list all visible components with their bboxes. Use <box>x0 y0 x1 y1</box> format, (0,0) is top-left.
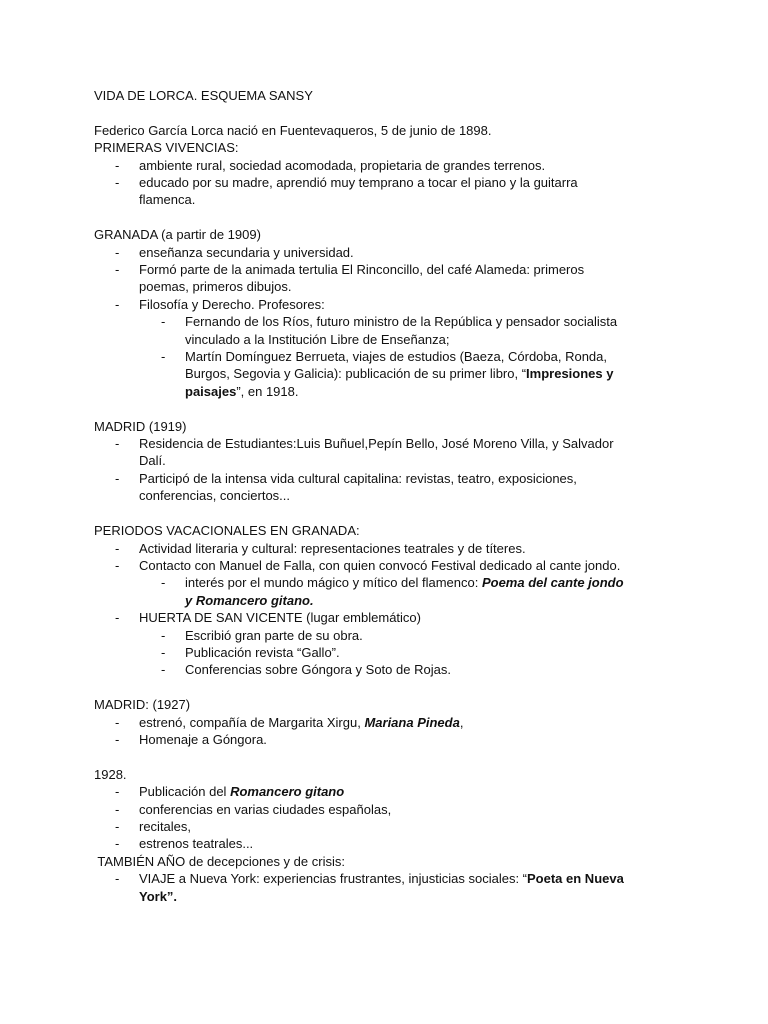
bullet-dash: - <box>115 610 120 626</box>
spacer <box>94 400 688 417</box>
list-item: - Filosofía y Derecho. Profesores: <box>115 296 325 312</box>
list-item: - Contacto con Manuel de Falla, con quien convocó Festival dedicado al cante jondo. <box>115 557 621 573</box>
spacer <box>94 505 688 522</box>
sub-list-item: - Publicación revista “Gallo”. <box>161 644 340 660</box>
sub-list-item: - Fernando de los Ríos, futuro ministro de la República y pensador socialista vinculado a la Institución Libre de Enseñanza; <box>161 314 618 347</box>
book-title-poeta-nueva-york: Poeta en Nueva <box>527 871 624 887</box>
bullet-dash: - <box>161 644 166 660</box>
book-title-york: York”. <box>139 888 178 904</box>
book-title-paisajes: paisajes <box>185 383 237 399</box>
bullet-dash: - <box>115 436 120 452</box>
crisis-line: TAMBIÉN AÑO de decepciones y de crisis: <box>94 853 345 869</box>
list-item: - estrenos teatrales... <box>115 836 254 852</box>
section-heading-1928: 1928. <box>94 766 127 782</box>
document-title: VIDA DE LORCA. ESQUEMA SANSY <box>94 88 313 103</box>
list-item: - Publicación del Romancero gitano <box>115 784 345 800</box>
section-heading-madrid-1919: MADRID (1919) <box>94 418 187 434</box>
bullet-dash: - <box>161 314 166 330</box>
list-item: - Formó parte de la animada tertulia El Rinconcillo, del café Alameda: primeros poemas, primeros dibujos. <box>115 262 585 295</box>
list-item: - Residencia de Estudiantes:Luis Buñuel,Pepín Bello, José Moreno Villa, y Salvador Dalí. <box>115 436 614 469</box>
bullet-dash: - <box>115 296 120 312</box>
section-heading-madrid-1927: MADRID: (1927) <box>94 697 191 713</box>
list-item: - recitales, <box>115 818 192 834</box>
book-title-romancero-gitano: Romancero gitano <box>230 784 345 800</box>
list-item: - HUERTA DE SAN VICENTE (lugar emblemático) <box>115 610 421 626</box>
list-item: - Homenaje a Góngora. <box>115 731 267 747</box>
bullet-dash: - <box>115 871 120 887</box>
list-item: - conferencias en varias ciudades españolas, <box>115 801 392 817</box>
spacer <box>94 104 688 121</box>
bullet-dash: - <box>115 801 120 817</box>
list-item: - Actividad literaria y cultural: representaciones teatrales y de títeres. <box>115 540 526 556</box>
section-heading-granada: GRANADA (a partir de 1909) <box>94 227 261 243</box>
work-title-mariana-pineda: Mariana Pineda <box>364 714 460 730</box>
list-item: - VIAJE a Nueva York: experiencias frustrantes, injusticias sociales: “Poeta en Nueva York”. <box>115 871 624 904</box>
book-title-poema-cante-jondo: Poema del cante jondo <box>481 575 624 591</box>
bullet-dash: - <box>115 784 120 800</box>
list-item: - educado por su madre, aprendió muy temprano a tocar el piano y la guitarra flamenca. <box>115 175 578 208</box>
bullet-dash: - <box>161 349 166 365</box>
bullet-dash: - <box>115 157 120 173</box>
bullet-dash: - <box>115 557 120 573</box>
bullet-dash: - <box>115 175 120 191</box>
list-item: - Participó de la intensa vida cultural capitalina: revistas, teatro, exposiciones, conferencias, conciertos... <box>115 470 577 504</box>
section-heading-periodos: PERIODOS VACACIONALES EN GRANADA: <box>94 523 360 539</box>
spacer <box>94 209 688 226</box>
bullet-dash: - <box>115 540 120 556</box>
intro-line: Federico García Lorca nació en Fuentevaqueros, 5 de junio de 1898. <box>94 122 492 138</box>
bullet-dash: - <box>115 470 120 486</box>
sub-list-item: - interés por el mundo mágico y mítico del flamenco: Poema del cante jondo y Romancero gitano. <box>161 575 624 608</box>
list-item: - ambiente rural, sociedad acomodada, propietaria de grandes terrenos. <box>115 157 546 173</box>
bullet-dash: - <box>115 244 120 260</box>
list-item: - estrenó, compañía de Margarita Xirgu, Mariana Pineda, <box>115 714 464 730</box>
section-heading-primeras: PRIMERAS VIVENCIAS: <box>94 140 239 156</box>
bullet-dash: - <box>115 731 120 747</box>
sub-list-item: - Escribió gran parte de su obra. <box>161 627 363 643</box>
book-title-impresiones: Impresiones y <box>526 366 614 382</box>
bullet-dash: - <box>115 714 120 730</box>
bullet-dash: - <box>115 836 120 852</box>
bullet-dash: - <box>161 627 166 643</box>
spacer <box>94 748 688 765</box>
list-item: - enseñanza secundaria y universidad. <box>115 244 354 260</box>
bullet-dash: - <box>161 575 166 591</box>
book-title-romancero: y Romancero gitano. <box>185 592 314 608</box>
bullet-dash: - <box>115 818 120 834</box>
spacer <box>94 679 688 696</box>
bullet-dash: - <box>161 662 166 678</box>
bullet-dash: - <box>115 262 120 278</box>
sub-list-item: - Martín Domínguez Berrueta, viajes de estudios (Baeza, Córdoba, Ronda, Burgos, Segovia y Galicia): publicación de su primer libro, “Impresiones y paisajes”, en 1918. <box>161 349 614 399</box>
sub-list-item: - Conferencias sobre Góngora y Soto de Rojas. <box>161 662 451 678</box>
